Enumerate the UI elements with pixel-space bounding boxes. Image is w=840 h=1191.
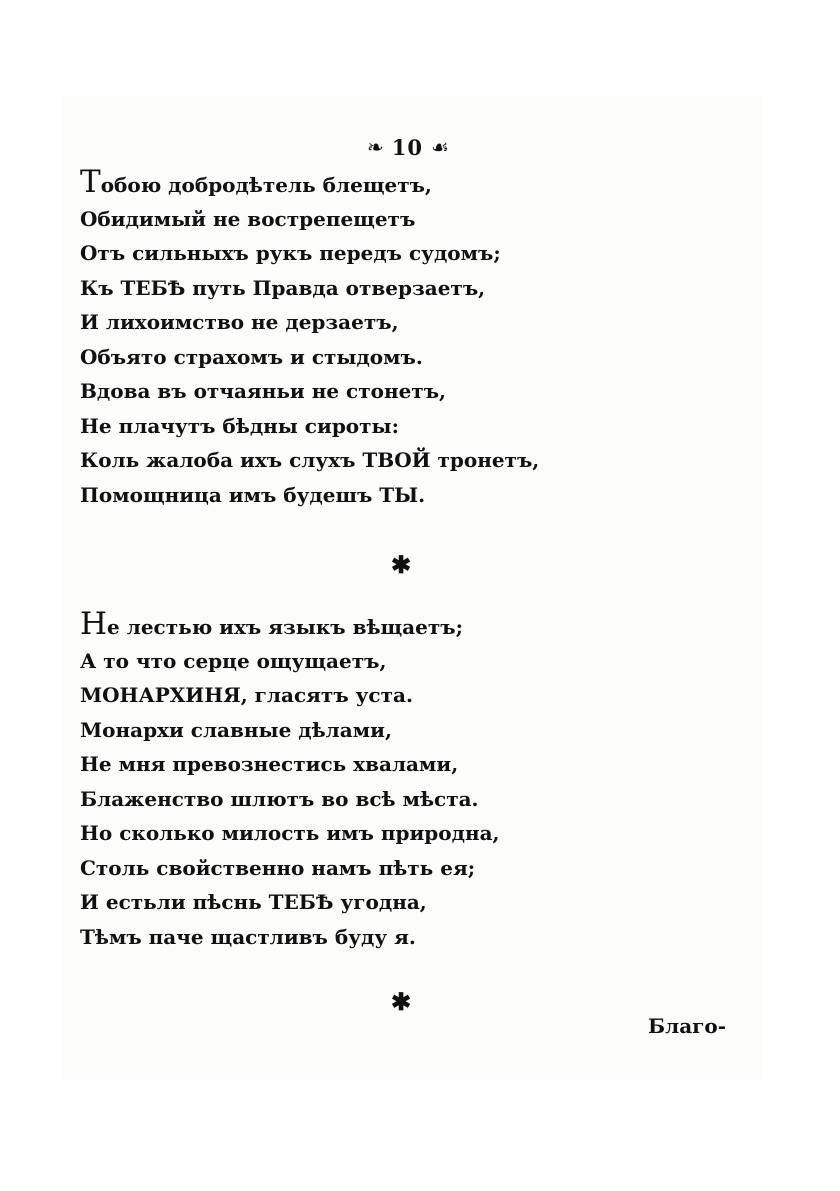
ornament-right-icon: ☙ (431, 135, 449, 159)
stanza-line: Не плачутъ бѣдны сироты: (80, 413, 399, 438)
stanza-line: Помощница имъ будешъ ТЫ. (80, 482, 426, 507)
page-header (338, 130, 478, 164)
stanza-1 (80, 164, 540, 512)
stanza-line: А то что серце ощущаетъ, (80, 648, 387, 673)
stanza-line: Но сколько милость имъ природна, (80, 821, 500, 845)
stanza-line: Коль жалоба ихъ слухъ ТВОЙ тронетъ, (80, 448, 540, 472)
asterisk-separator-icon: ✱ (390, 987, 412, 1016)
stanza-line: И лихоимство не дерзаетъ, (80, 310, 399, 334)
stanza-line: Тѣмъ паче щастливъ буду я. (80, 924, 416, 949)
stanza-line: Обидимый не вострепещетъ (80, 206, 416, 231)
stanza-line (80, 164, 539, 202)
stanza-line: Не мня превознестись хвалами, (80, 752, 459, 776)
stanza-line: Отъ сильныхъ рукъ передъ судомъ; (80, 241, 501, 265)
stanza-line: МОНАРХИНЯ, гласятъ уста. (80, 683, 413, 707)
stanza-line (80, 606, 500, 644)
page-number: 10 (391, 134, 424, 160)
stanza-2 (80, 606, 500, 954)
first-line-text: е лестью ихъ языкъ вѣщаетъ; (107, 615, 463, 639)
asterisk-separator-icon: ✱ (390, 550, 412, 579)
initial-letter: Н (80, 606, 108, 642)
initial-letter: Т (80, 164, 101, 200)
ornament-left-icon: ❧ (367, 135, 384, 159)
stanza-line: Объято страхомъ и стыдомъ. (80, 344, 423, 369)
stanza-line: И естьли пѣснь ТЕБѢ угодна, (80, 890, 427, 914)
stanza-line: Къ ТЕБѢ путь Правда отверзаетъ, (80, 275, 486, 300)
stanza-line: Монархи славные дѣлами, (80, 717, 392, 742)
stanza-line: Блаженство шлютъ во всѣ мѣста. (80, 786, 479, 811)
stanza-line: Вдова въ отчаяньи не стонетъ, (80, 379, 447, 403)
catchword: Благо- (648, 1014, 727, 1038)
first-line-text: обою добродѣтель блещетъ, (100, 173, 432, 197)
stanza-line: Столь свойственно намъ пѣть ея; (80, 855, 476, 880)
